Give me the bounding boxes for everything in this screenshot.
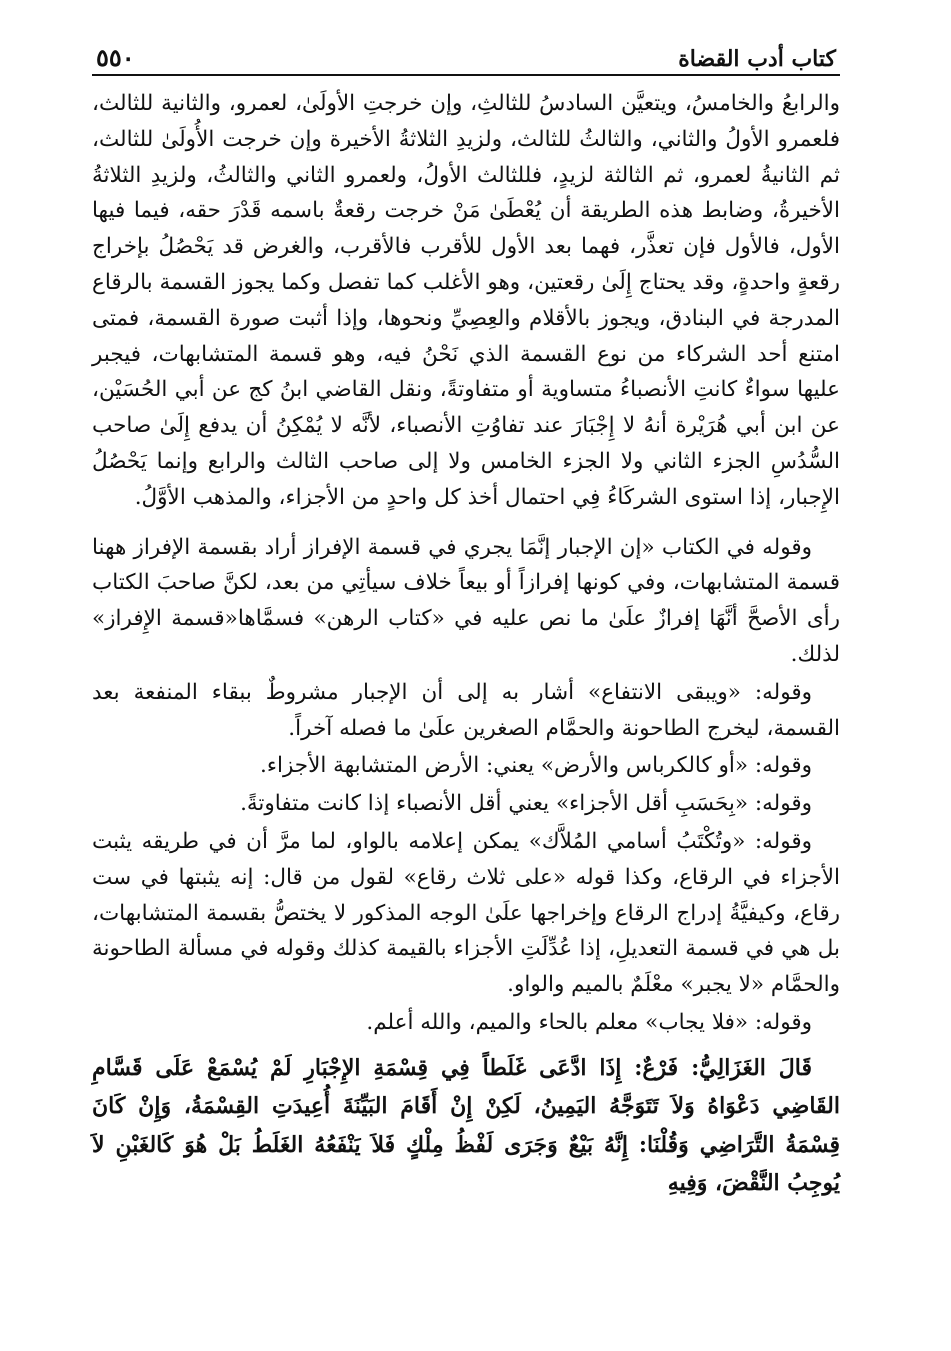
book-page [92,34,840,1203]
paragraph-3: وقوله: «ويبقى الانتفاع» أشار به إلى أن الإجبار مشروطٌ ببقاء المنفعة بعد القسمة، ليخرج الطاحونة والحمَّام الصغرين علَىٰ ما فصله آخراً. [92,679,840,741]
running-header [92,34,840,72]
page-number: ٥٥٠ [96,43,135,72]
matn-paragraph: قَالَ الغَزَالِيُّ: فَرْعٌ: إِذَا ادَّعَى غَلَطاً فِي قِسْمَةِ الإِجْبَارِ لَمْ يُسْمَعْ عَلَى قَسَّامِ القَاضِي دَعْوَاهُ وَلاَ تَتَوَجَّهُ اليَمِينُ، لَكِنْ إِنْ أَقَامَ البَيِّنَةَ أُعِيدَتِ القِسْمَةُ، وَإِنْ كَانَ قِسْمَةُ التَّرَاضِي وَقُلْنَا: إِنَّهُ بَيْعٌ وَجَرَى لَفْظُ مِلْكٍ فَلاَ يَنْفَعُهُ الغَلَطُ بَلْ هُوَ كَالغَبْنِ لاَ يُوجِبُ النَّقْضَ، وَفِيهِ [92,1054,840,1197]
paragraph-6: وقوله: «وتُكْتَبُ أسامي المُلاَّك» يمكن إعلامه بالواو، لما مرَّ أن في طريقه يثبت الأجزاء في الرقاع، وكذا قوله «على ثلاث رقاع» لقول من قال: إنه يثبتها في ست رقاع، وكيفيَّةُ إدراج الرقاع وإخراجها علَىٰ الوجه المذكور لا يختصُّ بقسمة المتشابهات، بل هي في قسمة التعديلِ، إذا عُدِّلَتِ الأجزاء بالقيمة كذلك وقوله في مسألة الطاحونة والحمَّام «لا يجبر» معْلَمٌ بالميم والواو. [92,828,840,998]
header-divider [92,74,840,76]
page-body [92,86,840,1203]
paragraph-4: وقوله: «أو كالكرباس والأرض» يعني: الأرض المتشابهة الأجزاء. [260,753,812,779]
paragraph-5: وقوله: «بِحَسَبِ أقل الأجزاء» يعني أقل الأنصباء إذا كانت متفاوتةً. [240,791,812,817]
paragraph-1: والرابعُ والخامسُ، ويتعيَّن السادسُ للثالثِ، وإن خرجتِ الأولَىٰ، لعمرو، والثانية للثالث، فلعمرو الأولُ والثاني، والثالثُ للثالث، ولزيدِ الثلاثةُ الأخيرة وإن خرجت الأُولَىٰ للثالث، ثم الثانيةُ لعمرو، ثم الثالثة لزيدٍ، فللثالث الأولُ، ولعمرو الثاني والثالثُ، ولزيدِ الثلاثةُ الأخيرةُ، وضابط هذه الطريقة أن يُعْطَىٰ مَنْ خرجت رقعةٌ باسمه قَدْرَ حقه، فيما فيها الأول، فالأول فإن تعذَّر، فهما بعد الأول للأقرب فالأقرب، والغرض قد يَحْصُلُ بإخراج رقعةٍ واحدةٍ، وقد يحتاج إِلَىٰ رقعتين، وهو الأغلب كما تفصل وكما يجوز القسمة بالرقاع المدرجة في البنادق، ويجوز بالأقلام والعِصِيِّ ونحوها، وإذا أثبت صورة القسمة، فمتى امتنع أحد الشركاء من نوع القسمة الذي نَحْنُ فيه، وهو قسمة المتشابهات، فيجبر عليها سواءٌ كانتِ الأنصباءُ متساوية أو متفاوتةً، ونقل القاضي ابنُ كج عن أبي الحُسَيْن، عن ابن أبي هُرَيْرة أنهُ لا إِجْبَارَ عند تفاوُتِ الأنصباء، لأنَّه لا يُمْكِنُ أن يدفع إِلَىٰ صاحب السُّدُسِ الجزء الثاني ولا الجزء الخامس ولا إلى صاحب الثالث والرابع وإنما يَحْصُلُ الإِجبار، إذا استوى الشركَاءُ فِي احتمال أخذ كل واحدٍ من الأجزاء، والمذهب الأوَّلُ. [92,91,840,510]
paragraph-7: وقوله: «فلا يجاب» معلم بالحاء والميم، والله أعلم. [366,1009,812,1035]
book-title: كتاب أدب القضاة [678,46,836,72]
paragraph-2: وقوله في الكتاب «إن الإجبار إنَّمَا يجري في قسمة الإفراز أراد بقسمة الإفراز ههنا قسمة المتشابهات، وفي كونها إفرازاً أو بيعاً خلاف سيأتِي من بعد، لكنَّ صاحبَ الكتاب رأى الأصحَّ أنَّهَا إفرازٌ علَىٰ ما نص عليه في «كتاب الرهن» فسمَّاها«قسمة الإِفراز» لذلك. [92,534,840,667]
